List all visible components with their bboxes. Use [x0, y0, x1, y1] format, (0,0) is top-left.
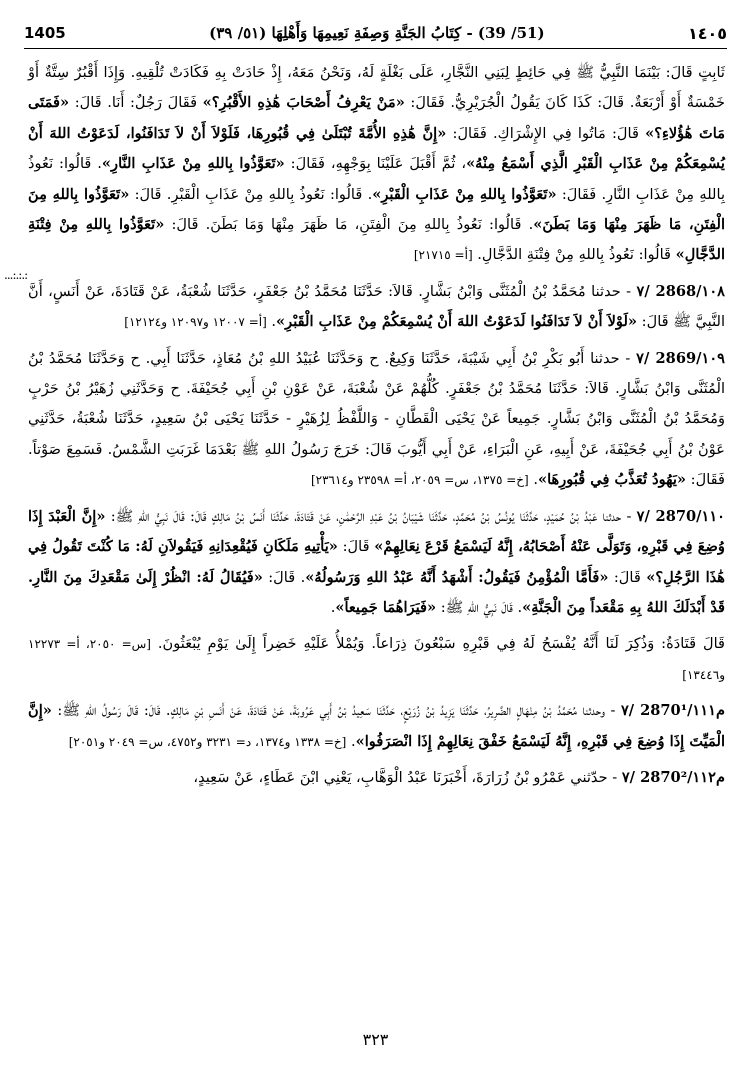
text-segment: ثَابِتٍ قَالَ: بَيْنَمَا النَّبِيُّ ﷺ فِي حَائِطٍ لِبَنِي النَّجَّارِ، عَلَى بَغْلَةٍ لَهُ، وَنَحْنُ مَعَهُ، إِذْ حَادَتْ بِهِ فَكَادَتْ تُلْقِيهِ. وَإِذَا أَقْبُرٌ سِتَّةٌ أَوْ خَمْسَةٌ أَوْ أَرْبَعَةٌ. قَالَ: كَذَا كَانَ يَقُولُ الْجُرَيْرِيُّ. فَقَالَ: — [28, 64, 725, 112]
quoted-hadith-text: «تَعَوَّذُوا بِاللهِ مِنْ عَذَابِ الْقَبْرِ» — [372, 185, 557, 203]
quoted-hadith-text: «مَنْ يَعْرِفُ أَصْحَابَ هَٰذِهِ الأَقْبُرِ؟» — [202, 94, 405, 112]
quoted-hadith-text: «إِنَّ الْعَبْدَ إِذَا وُضِعَ فِي قَبْرِهِ، وَتَوَلَّى عَنْهُ أَصْحَابُهُ، إِنَّهُ لَيَسْمَعُ قَرْعَ نِعَالِهِمْ» — [28, 507, 725, 556]
quoted-hadith-text: «فَيَرَاهُمَا جَمِيعاً» — [335, 598, 437, 616]
text-segment: . قَالَ: — [262, 568, 306, 586]
text-segment: . — [266, 313, 277, 331]
cross-reference: [خ= ١٣٧٥، س= ٢٠٥٩، أ= ٢٣٥٩٨ و٢٣٦١٤] — [310, 473, 529, 488]
paragraph-p-qatada — [28, 629, 725, 690]
text-segment: فَقَالَ رَجُلٌ: أَنَا. قَالَ: — [69, 94, 203, 112]
text-body — [28, 58, 725, 793]
paragraph-p-2869 — [28, 344, 725, 496]
text-segment: . قَالُوا: نَعُوذُ بِاللهِ مِنْ عَذَابِ النَّارِ. فَقَالَ: — [28, 155, 726, 203]
paragraph-p-2868 — [28, 277, 725, 338]
cross-reference: [أ= ٢١٧١٥] — [413, 248, 473, 263]
text-segment: . — [528, 471, 538, 489]
hadith-number: ٧/ 2870/١١٠ — [636, 507, 725, 525]
page-number-latin: 1405 — [24, 24, 66, 42]
quoted-hadith-text: «تَعَوَّذُوا بِاللهِ مِنْ فِتْنَةِ الدَّجَّالِ» — [28, 216, 725, 264]
paragraph-p-2870-1 — [28, 696, 725, 757]
quoted-hadith-text: «يَأْتِيهِ مَلَكَانِ فَيُقْعِدَانِهِ فَيَقُولاَنِ لَهُ: مَا كُنْتَ تَقُولُ فِي هَٰذَا الرَّجُلِ؟» — [28, 538, 725, 586]
paragraph-p-2870 — [28, 502, 725, 624]
hadith-number: ٧/ 2869/١٠٩ — [636, 349, 725, 367]
text-segment: - حدثنا أَبُو بَكْرِ بْنُ أَبِي شَيْبَةَ، حَدَّثَنَا وَكِيعٌ. ح وَحَدَّثَنَا عُبَيْدُ اللهِ بْنُ مُعَاذٍ، حَدَّثَنَا أَبِي. ح وَحَدَّثَنَا مُحَمَّدُ بْنُ الْمُثَنَّى وَابْنُ بَشَّارٍ. قَالاَ: حَدَّثَنَا مُحَمَّدُ بْنُ جَعْفَرٍ. كُلُّهُمْ عَنْ شُعْبَةَ، عَنْ عَوْنِ بْنِ أَبِي جُحَيْفَةَ. ح وَحَدَّثَنِي زُهَيْرُ بْنُ حَرْبٍ وَمُحَمَّدُ بْنُ الْمُثَنَّى وَابْنُ بَشَّارٍ. جَمِيعاً عَنْ يَحْيَى الْقَطَّانِ - وَاللَّفْظُ لِزُهَيْرٍ - حَدَّثَنَا يَحْيَى بْنُ سَعِيدٍ، حَدَّثَنَا شُعْبَةُ، حَدَّثَنِي عَوْنُ بْنُ أَبِي جُحَيْفَةَ، عَنْ أَبِيهِ، عَنِ الْبَرَاءِ، عَنْ أَبِي أَيُّوبَ قَالَ: خَرَجَ رَسُولُ اللهِ ﷺ بَعْدَمَا غَرَبَتِ الشَّمْسُ. فَسَمِعَ صَوْتاً. فَقَالَ: — [28, 349, 725, 489]
text-segment: قَالَ: — [608, 568, 647, 586]
text-segment: . قَالَ نَبِيُّ اللهِ ﷺ: — [436, 598, 523, 616]
paragraph-p-cont — [28, 58, 725, 271]
quoted-hadith-text: «فَمَتَى مَاتَ هَٰؤُلاءِ؟» — [28, 94, 726, 142]
text-segment: . — [346, 732, 356, 750]
text-segment: - حدثنا مُحَمَّدُ بْنُ الْمُثَنَّى وَابْنُ بَشَّارٍ. قَالاَ: حَدَّثَنَا مُحَمَّدُ بْنُ جَعْفَرٍ، حَدَّثَنَا شُعْبَةُ، عَنْ قَتَادَةَ، عَنْ أَنَسٍ، أَنَّ النَّبِيَّ ﷺ قَالَ: — [28, 282, 725, 331]
text-segment: - حدّثني عَمْرُو بْنُ زُرَارَةَ، أَخْبَرَنَا عَبْدُ الْوَهَّابِ، يَعْنِي ابْنَ عَطَاءٍ، عَنْ سَعِيدٍ، — [193, 768, 622, 786]
margin-mark: ...:.:.: — [4, 268, 28, 282]
running-title: (51/ 39) - كِتَابُ الجَنَّةِ وَصِفَةِ نَعِيمِهَا وَأَهْلِهَا (٥١/ ٣٩) — [209, 24, 545, 42]
text-segment: ، ثُمَّ أَقْبَلَ عَلَيْنَا بِوَجْهِهِ، فَقَالَ: — [284, 155, 467, 173]
quoted-hadith-text: «تَعَوَّذُوا بِاللهِ مِنْ عَذَابِ النَّارِ» — [101, 155, 285, 173]
text-segment: قَالَ: مَاتُوا فِي الإِشْرَاكِ. فَقَالَ: — [446, 124, 646, 142]
hadith-number: ٧/ 2870م¹/١١١ — [620, 702, 725, 720]
footer-page-number: ٣٢٣ — [362, 1030, 389, 1049]
quoted-hadith-text: «فَيُقَالُ لَهُ: انْظُرْ إِلَىٰ مَقْعَدِكَ مِنَ النَّارِ. قَدْ أَبْدَلَكَ اللهُ بِهِ مَقْعَداً مِنَ الْجَنَّةِ» — [28, 568, 725, 616]
cross-reference: [س= ٢٠٥٠، أ= ١٢٢٧٣ و١٣٤٤٦] — [28, 637, 725, 682]
text-segment: - وحدثنا مُحَمَّدُ بْنُ مِنْهَالٍ الضَّرِيرُ، حَدَّثَنَا يَزِيدُ بْنُ زُرَيْعٍ، حَدَّثَنَا سَعِيدُ بْنُ أَبِي عَرُوبَةَ، عَنْ قَتَادَةَ، عَنْ أَنَسِ بْنِ مَالِكٍ. قَالَ: قَالَ رَسُولُ اللهِ ﷺ: — [51, 702, 621, 720]
text-segment: - حدثنا عَبْدُ بْنُ حُمَيْدٍ، حَدَّثَنَا يُونُسُ بْنُ مُحَمَّدٍ، حَدَّثَنَا شَيْبَانُ بْنُ عَبْدِ الرَّحْمَٰنِ، عَنْ قَتَادَةَ، حَدَّثَنَا أَنَسُ بْنُ مَالِكٍ قَالَ: قَالَ نَبِيُّ اللهِ ﷺ: — [105, 507, 637, 525]
quoted-hadith-text: «فَأَمَّا الْمُؤْمِنُ فَيَقُولُ: أَشْهَدُ أَنَّهُ عَبْدُ اللهِ وَرَسُولُهُ» — [305, 568, 609, 586]
text-segment: قَالَ قَتَادَةُ: وَذُكِرَ لَنَا أَنَّهُ يُفْسَحُ لَهُ فِي قَبْرِهِ سَبْعُونَ ذِرَاعاً. وَيُمْلأُ عَلَيْهِ خَضِراً إِلَىٰ يَوْمِ يُبْعَثُونَ. — [150, 635, 726, 653]
hadith-number: ٧/ 2868/١٠٨ — [636, 282, 726, 300]
quoted-hadith-text: «يَهُودُ تُعَذَّبُ فِي قُبُورِهَا» — [537, 471, 687, 489]
paragraph-p-2870-2 — [28, 763, 725, 793]
page-header — [24, 20, 727, 46]
header-rule — [24, 48, 727, 49]
text-segment: . قَالُوا: نَعُوذُ بِاللهِ مِنَ الْفِتَنِ، مَا ظَهَرَ مِنْهَا وَمَا بَطَنَ. قَالَ: — [164, 216, 534, 234]
text-segment: . قَالُوا: نَعُوذُ بِاللهِ مِنْ عَذَابِ الْقَبْرِ. قَالَ: — [129, 185, 373, 203]
text-segment: قَالَ: — [337, 538, 375, 556]
page-number-arabic: ١٤٠٥ — [687, 23, 727, 43]
text-segment: قَالُوا: نَعُوذُ بِاللهِ مِنْ فِتْنَةِ الدَّجَّالِ. — [472, 246, 676, 264]
quoted-hadith-text: «إِنَّ هَٰذِهِ الأُمَّةَ تُبْتَلَىٰ فِي قُبُورِهَا، فَلَوْلاَ أَنْ لاَ تَدَافَنُوا، لَدَعَوْتُ اللهَ أَنْ يُسْمِعَكُمْ مِنْ عَذَابِ الْقَبْرِ الَّذِي أَسْمَعُ مِنْهُ» — [28, 124, 725, 173]
quoted-hadith-text: «إِنَّ الْمَيِّتَ إِذَا وُضِعَ فِي قَبْرِهِ، إِنَّهُ لَيَسْمَعُ خَفْقَ نِعَالِهِمْ إِذَا انْصَرَفُوا» — [28, 702, 725, 750]
cross-reference: [أ= ١٢٠٠٧ و١٢٠٩٧ و١٢١٢٤] — [124, 315, 267, 330]
cross-reference: [خ= ١٣٣٨ و١٣٧٤، د= ٣٢٣١ و٤٧٥٢، س= ٢٠٤٩ و٢٠٥١] — [68, 734, 347, 749]
text-segment: . — [330, 598, 336, 616]
quoted-hadith-text: «تَعَوَّذُوا بِاللهِ مِنَ الْفِتَنِ، مَا ظَهَرَ مِنْهَا وَمَا بَطَنَ» — [28, 185, 726, 234]
quoted-hadith-text: «لَوْلاَ أَنْ لاَ تَدَافَنُوا لَدَعَوْتُ اللهَ أَنْ يُسْمِعَكُمْ مِنْ عَذَابِ الْقَبْرِ» — [276, 313, 638, 331]
hadith-number: ٧/ 2870م²/١١٢ — [621, 768, 725, 786]
